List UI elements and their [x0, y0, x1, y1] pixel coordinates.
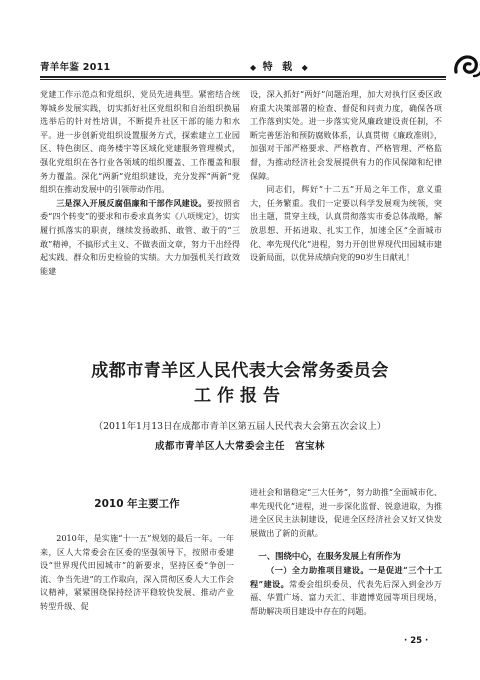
column-bottom-right — [250, 486, 442, 618]
paragraph: 2010年，是实施“十一五”规划的最后一年。一年来，区人大常委会在区委的坚强领导下，按照市委建设“世界现代田园城市”的新要求，坚持区委“争创一流、争当先进”的工作取向，深入贯彻区委人大工作会议精神，紧紧围绕保持经济平稳较快发展、推动产业转型升级、促 — [40, 533, 234, 611]
page-header — [40, 56, 440, 80]
paragraph: 党建工作示范点和党组织、党员先进典型。紧密结合统筹城乡发展实践，切实抓好社区党组织和自治组织换届选举后的针对性培训，不断提升社区干部的能力和水平。进一步创新党组织设置服务方式，探索建立工业园区、特色街区、商务楼宇等区域化党建服务管理模式，强化党组织在各行业各领域的组织覆盖、工作覆盖和服务力覆盖。深化“两新”党组织建设，充分发挥“两新”党组织在推动发展中的引领带动作用。 — [40, 89, 240, 195]
paragraph-body: 要按照省委“四个转变”的要求和市委求真务实《八项规定》，切实履行抓落实的职责，继续发扬敢抓、敢管、敢于的“三敢”精神，不搞形式主义、不做表面文章，努力干出经得起实践、群众和历史检验的实绩。大力加强机关行政效能建 — [40, 197, 240, 276]
diamond-icon: ◆ — [250, 63, 257, 72]
article-author: 成都市青羊区人大常委会主任 宫宝林 — [154, 441, 325, 452]
paragraph: 设，深入抓好“两好”问题治理，加大对执行区委区政府重大决策部署的检查、督促和问责力度，确保各项工作落到实处。进一步落实党风廉政建设责任制，不断完善惩治和预防腐败体系，认真贯彻《廉政准则》，加强对干部严格要求、严格教育、严格管理、严格监督，为推动经济社会发展提供有力的作风保障和纪律保障。 — [250, 89, 442, 181]
column-top-left — [40, 88, 240, 278]
article-title-line2: 工作报告 — [194, 386, 286, 406]
paragraph-body: 常委会组织委员、代表先后深入到金沙万福、华置广场、富力天汇、非遗博览园等项目现场，帮助解决项目建设中存在的问题。 — [250, 578, 442, 616]
column-top-right — [250, 88, 442, 265]
paragraph: 进社会和谐稳定“三大任务”，努力助推“全面城市化、率先现代化”进程，进一步深化监督、锐意进取，为推进全区民主法制建设，促进全区经济社会又好又快发展做出了新的贡献。 — [250, 487, 442, 538]
diamond-icon: ◆ — [301, 63, 308, 72]
paragraph — [250, 564, 442, 618]
swirl-logo-icon — [450, 50, 480, 84]
article-subtitle: （2011年1月13日在成都市青羊区第五届人民代表大会第五次会议上） — [93, 421, 387, 432]
paragraph-lead: 三是深入开展反腐倡廉和干部作风建设。 — [56, 197, 207, 208]
yearbook-title: 青羊年鉴 2011 — [40, 62, 111, 73]
section-name: 特 载 — [262, 62, 296, 73]
paragraph — [40, 197, 240, 279]
section-heading: 2010 年主要工作 — [94, 498, 180, 510]
paragraph-lead: （一）全力助推项目建设。一是促进“三个十工程”建设。 — [250, 564, 442, 589]
article-title: 成都市青羊区人民代表大会常务委员会 — [91, 361, 389, 381]
page-number: · 25 · — [404, 636, 429, 646]
subheading: 一、围绕中心，在服务发展上有所作为 — [258, 551, 401, 562]
section-label — [250, 58, 308, 73]
column-bottom-left — [40, 532, 234, 614]
header-rule — [40, 76, 446, 78]
paragraph: 同志们，辉好“十二五”开局之年工作，意义重大，任务繁重。我们一定要以科学发展观为统领，突出主题，贯穿主线，认真贯彻落实市委总体战略，解放思想、开拓进取、扎实工作，加速全区“全面城市化、率先现代化”进程，努力开创世界现代田园城市建设新局面，以优异成绩向党的90岁生日献礼！ — [250, 184, 442, 263]
header-rule-thin — [40, 79, 446, 80]
